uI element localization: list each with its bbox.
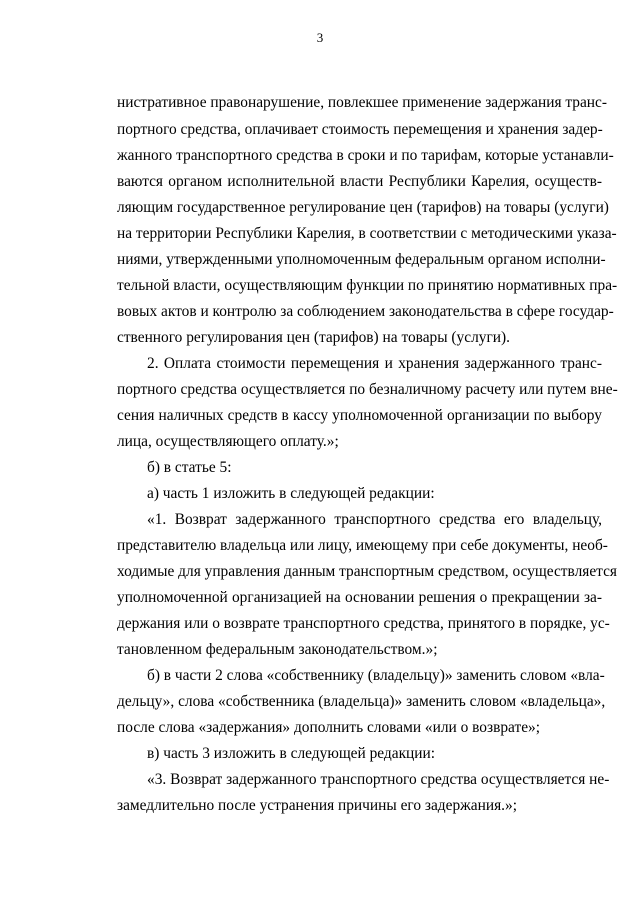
- text-line: держания или о возврате транспортного средства, принятого в порядке, ус-: [117, 615, 610, 632]
- paragraph-start-line: «3. Возврат задержанного транспортного средства осуществляется не-: [147, 771, 610, 788]
- text-line: ниями, утвержденными уполномоченным федеральным органом исполни-: [117, 251, 606, 268]
- text-line: на территории Республики Карелия, в соответствии с методическими указа-: [117, 225, 617, 242]
- text-line: представителю владельца или лицу, имеющему при себе документы, необ-: [117, 537, 608, 554]
- paragraph-start-line: б) в статье 5:: [147, 459, 232, 476]
- text-line: после слова «задержания» дополнить словами «или о возврате»;: [117, 719, 541, 736]
- text-line: вовых актов и контролю за соблюдением законодательства в сфере государ-: [117, 303, 614, 320]
- text-line: ходимые для управления данным транспортным средством, осуществляется: [117, 563, 617, 580]
- text-line: портного средства, оплачивает стоимость перемещения и хранения задер-: [117, 121, 603, 138]
- text-line: дельцу», слова «собственника (владельца)» заменить словом «владельца»,: [117, 693, 606, 710]
- text-line: ляющим государственное регулирование цен (тарифов) на товары (услуги): [117, 199, 609, 216]
- paragraph-start-line: «1. Возврат задержанного транспортного средства его владельцу,: [147, 511, 602, 528]
- paragraph-start-line: 2. Оплата стоимости перемещения и хранения задержанного транс-: [147, 355, 602, 372]
- text-line: уполномоченной организацией на основании решения о прекращении за-: [117, 589, 602, 606]
- text-line: замедлительно после устранения причины его задержания.»;: [117, 797, 517, 814]
- text-line: нистративное правонарушение, повлекшее применение задержания транс-: [117, 94, 607, 111]
- paragraph-start-line: а) часть 1 изложить в следующей редакции:: [147, 485, 435, 502]
- paragraph-start-line: в) часть 3 изложить в следующей редакции:: [147, 745, 436, 762]
- text-line: тельной власти, осуществляющим функции по принятию нормативных пра-: [117, 277, 618, 294]
- paragraph-start-line: б) в части 2 слова «собственнику (владельцу)» заменить словом «вла-: [147, 667, 605, 684]
- text-line: портного средства осуществляется по безналичному расчету или путем вне-: [117, 381, 618, 398]
- text-line: жанного транспортного средства в сроки и по тарифам, которые устанавли-: [117, 147, 614, 164]
- text-line: лица, осуществляющего оплату.»;: [117, 433, 339, 450]
- text-line: сения наличных средств в кассу уполномоченной организации по выбору: [117, 407, 602, 424]
- page-number: 3: [316, 30, 324, 45]
- text-line: ваются органом исполнительной власти Республики Карелия, осуществ-: [117, 173, 602, 190]
- text-line: ственного регулирования цен (тарифов) на товары (услуги).: [117, 329, 510, 346]
- text-line: тановленном федеральным законодательством.»;: [117, 641, 438, 658]
